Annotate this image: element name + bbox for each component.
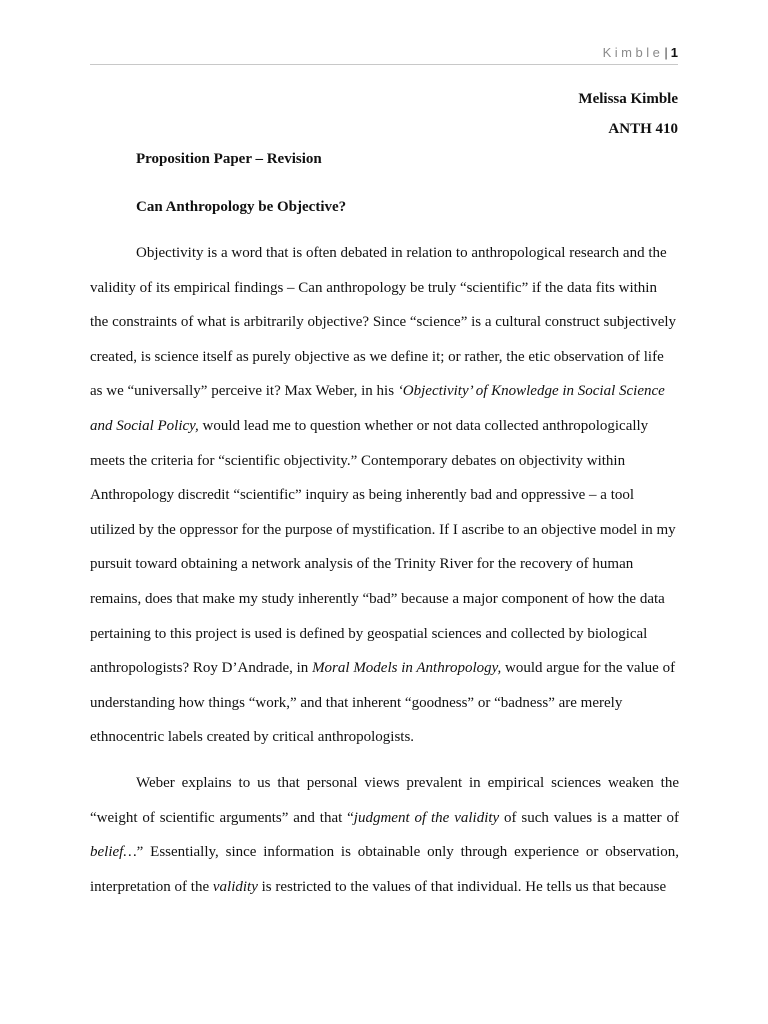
paragraph-text: would lead me to question whether or not data collected anthropologically meets the criteria for “scientific objectivity.” Contemporary debates on objectivity within Anthropology discredit “scientific” inquiry as being inherently bad and oppressive – a tool utilized by the oppressor for the purpose of mystification. If I ascribe to an objective model in my pursuit toward obtaining a network analysis of the Trinity River for the recovery of human remains, does that make my study inherently “bad” because a major component of how the data pertaining to this project is used is defined by geospatial sciences and collected by biological anthropologists? Roy D’Andrade, in — [90, 417, 676, 677]
paragraph-text: would argue for the value of understanding how things “work,” and that inherent “goodness” or “badness” are merely ethnocentric labels created by critical anthropologists. — [90, 660, 676, 746]
running-head: Kimble — [602, 45, 664, 60]
paragraph-text: Objectivity is a word that is often debated in relation to anthropological research and the validity of its empirical findings – Can anthropology be truly “scientific” if the data fits within the constraints of what is arbitrarily objective? Since “science” is a cultural construct subjectively created, is science itself as purely objective as we define it; or rather, the etic observation of life as we “universally” perceive it? Max Weber, in his — [90, 245, 677, 400]
page-number: 1 — [670, 45, 678, 60]
italic-quote: belief… — [90, 844, 137, 860]
paragraph-text: Weber explains to us that personal views prevalent in empirical sciences weaken the “weight of scientific arguments” and that “ — [90, 775, 679, 826]
italic-quote: judgment of the validity — [353, 809, 500, 826]
italic-emphasis: validity — [212, 878, 258, 895]
paragraph-text: is restricted to the values of that individual. He tells us that because — [257, 878, 667, 895]
course-code: ANTH 410 — [608, 121, 678, 137]
cited-work-title: Moral Models in Anthropology, — [312, 660, 502, 677]
body-paragraph-1 — [90, 236, 679, 755]
body-paragraph-2 — [90, 766, 679, 904]
paragraph-text: ” Essentially, since information is obtainable only through experience or observation, interpretation of the — [90, 844, 679, 895]
document-type: Proposition Paper – Revision — [136, 151, 322, 167]
header-divider — [90, 64, 678, 65]
author-name: Melissa Kimble — [578, 91, 678, 107]
page-header — [90, 44, 678, 62]
paragraph-text: of such values is a matter of — [499, 809, 679, 826]
paper-title: Can Anthropology be Objective? — [136, 199, 347, 215]
cited-work-title: ‘Objectivity’ of Knowledge in Social Science and Social Policy, — [90, 383, 665, 434]
header-separator: | — [664, 45, 668, 60]
